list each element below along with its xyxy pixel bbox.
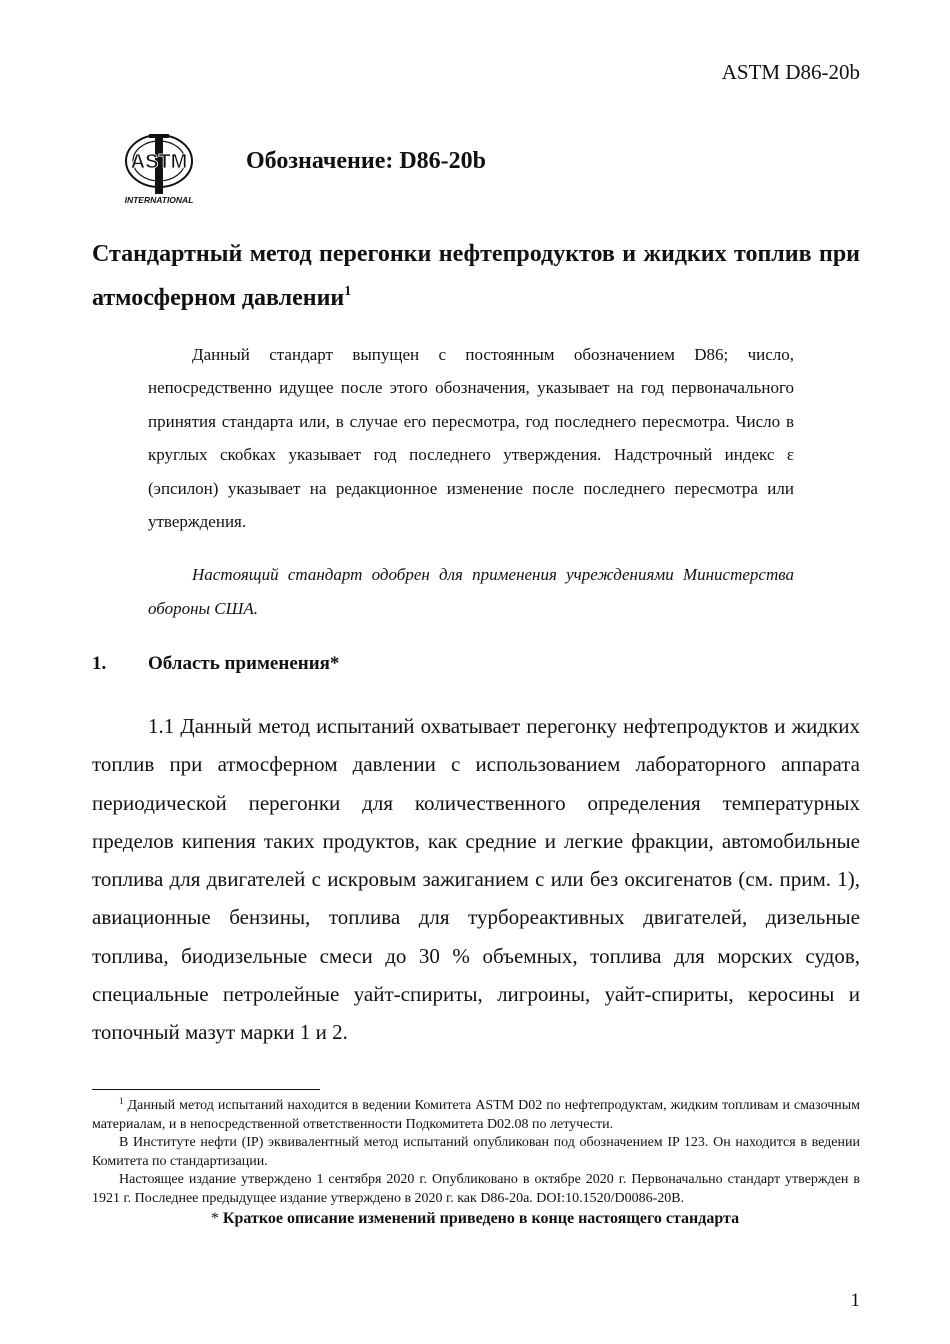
document-title — [92, 232, 860, 320]
footnote-ip: В Институте нефти (IP) эквивалентный метод испытаний опубликован под обозначением IP 123. Он находится в ведении Комитета по стандартизации. — [92, 1135, 860, 1169]
footnotes-block — [92, 1097, 860, 1208]
title-text: Стандартный метод перегонки нефтепродуктов и жидких топлив при атмосферном давлении — [92, 241, 860, 311]
footnote-1-marker: 1 — [119, 1096, 124, 1106]
section-title: Область применения* — [148, 653, 340, 674]
title-footnote-ref[interactable]: 1 — [344, 284, 352, 299]
page-number: 1 — [850, 1290, 860, 1311]
summary-text: Краткое описание изменений приведено в конце настоящего стандарта — [222, 1210, 740, 1227]
astm-international-logo-icon — [118, 128, 200, 206]
section-1-heading — [92, 653, 339, 675]
paragraph-1-1: 1.1 Данный метод испытаний охватывает перегонку нефтепродуктов и жидких топлив при атмосферном давлении с использованием лабораторного аппарата периодической перегонки для количественного определения температурных пределов кипения таких продуктов, как средние и легкие фракции, автомобильные топлива для двигателей с искровым зажиганием с или без оксигенатов (см. прим. 1), авиационные бензины, топлива для турбореактивных двигателей, дизельные топлива, биодизельные смеси до 30 % объемных, топлива для морских судов, специальные петролейные уайт-спириты, лигроины, уайт-спириты, керосины и топочный мазут марки 1 и 2. — [92, 714, 860, 1045]
footnote-edition: Настоящее издание утверждено 1 сентября 2020 г. Опубликовано в октябре 2020 г. Первоначально стандарт утвержден в 1921 г. Последнее предыдущее издание утверждено в 2020 г. как D86-20a. DOI:10.1520/D0086-20B. — [92, 1172, 860, 1206]
footnote-divider — [92, 1089, 320, 1090]
section-1-body — [92, 707, 860, 1052]
footnote-1-text: Данный метод испытаний находится в ведении Комитета ASTM D02 по нефтепродуктам, жидким топливам и смазочным материалам, и в непосредственной ответственности Подкомитета D02.08 по летучести. — [92, 1098, 861, 1132]
document-code-header: ASTM D86-20b — [721, 60, 860, 84]
abstract-block — [148, 338, 794, 625]
summary-of-changes-note — [0, 1210, 950, 1228]
footnote-1 — [92, 1097, 860, 1134]
dod-approval-note: Настоящий стандарт одобрен для применения учреждениями Министерства обороны США. — [148, 565, 794, 618]
section-number: 1. — [92, 653, 107, 674]
issue-note-paragraph: Данный стандарт выпущен с постоянным обозначением D86; число, непосредственно идущее после этого обозначения, указывает на год первоначального принятия стандарта или, в случае его пересмотра, год последнего пересмотра. Число в круглых скобках указывает год последнего утверждения. Надстрочный индекс ε (эпсилон) указывает на редакционное изменение после последнего пересмотра или утверждения. — [148, 345, 794, 532]
designation-heading: Обозначение: D86-20b — [246, 148, 487, 174]
logo-letters: ASTM — [130, 151, 188, 173]
summary-marker: * — [210, 1210, 219, 1227]
logo-caption: INTERNATIONAL — [124, 195, 194, 205]
